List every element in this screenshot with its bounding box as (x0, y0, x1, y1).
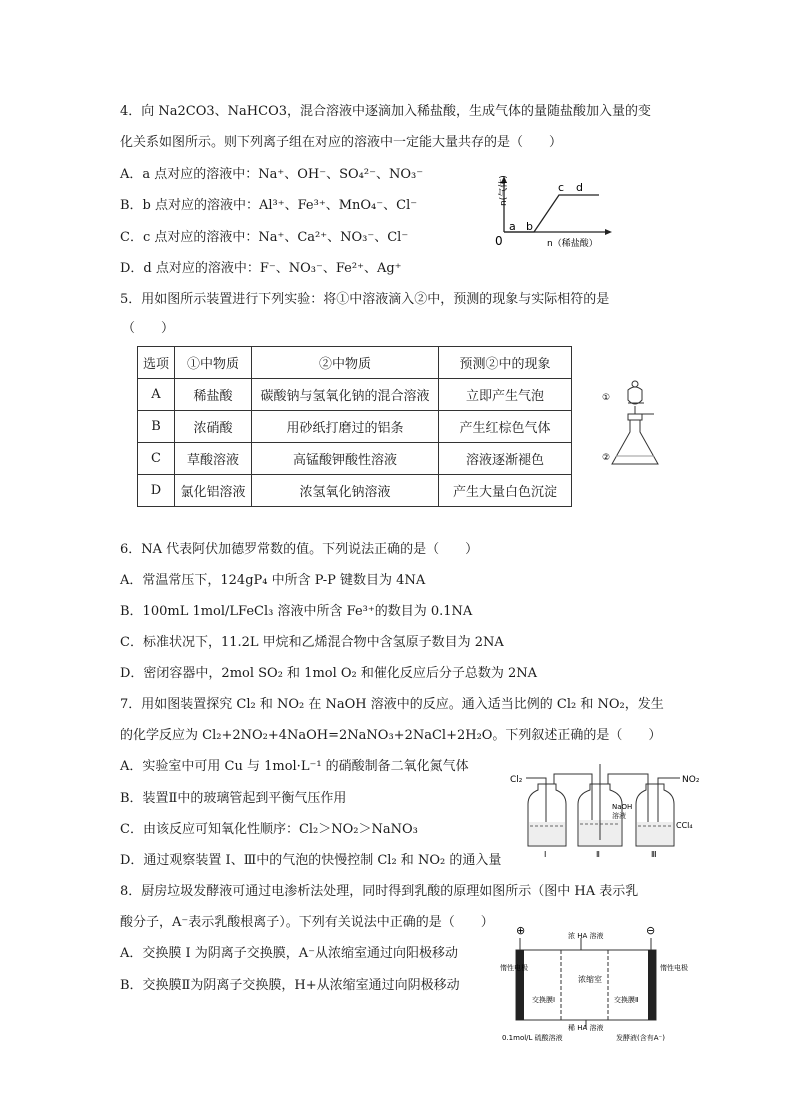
table-cell: 溶液逐渐褪色 (439, 443, 572, 475)
table-cell: 用砂纸打磨过的铝条 (252, 411, 439, 443)
table-cell: C (138, 443, 175, 475)
table-cell: A (138, 379, 175, 411)
table-cell: 草酸溶液 (175, 443, 252, 475)
q7-solution-label: 溶液 (612, 812, 626, 820)
q8-right-electrode: 惰性电极 (660, 964, 688, 972)
q7-option-d: D．通过观察装置 I、Ⅲ中的气泡的快慢控制 Cl₂ 和 NO₂ 的通入量 (120, 853, 502, 868)
table-row (138, 443, 572, 475)
q7-bottle-3: Ⅲ (651, 850, 657, 859)
q8-stem-line1: 8．厨房垃圾发酵液可通过电渗析法处理，同时得到乳酸的原理如图所示（图中 HA 表示乳 (120, 884, 639, 899)
table-cell: 高锰酸钾酸性溶液 (252, 443, 439, 475)
table-cell: B (138, 411, 175, 443)
q4-point-c: c (558, 181, 565, 194)
table-cell: 氯化铝溶液 (175, 475, 252, 507)
q7-option-c: C．由该反应可知氧化性顺序：Cl₂＞NO₂＞NaNO₃ (120, 822, 418, 837)
q6-option-c: C．标准状况下，11.2L 甲烷和乙烯混合物中含氢原子数目为 2NA (120, 635, 504, 650)
q7-apparatus-figure (508, 760, 704, 860)
q8-negative-terminal: ⊖ (646, 924, 656, 937)
q7-option-b: B．装置Ⅱ中的玻璃管起到平衡气压作用 (120, 791, 347, 806)
q8-option-a: A．交换膜 I 为阴离子交换膜，A⁻从浓缩室通过向阳极移动 (120, 946, 459, 961)
q7-ccl4-label: CCl₄ (676, 821, 693, 830)
q8-top-label: 浓 HA 溶液 (568, 932, 604, 940)
table-header-cell: 选项 (138, 347, 175, 379)
q8-membrane2-label: 交换膜Ⅱ (614, 996, 639, 1004)
table-cell: 立即产生气泡 (439, 379, 572, 411)
q4-option-d: D．d 点对应的溶液中：F⁻、NO₃⁻、Fe²⁺、Ag⁺ (120, 261, 402, 276)
q6-stem: 6．NA 代表阿伏加德罗常数的值。下列说法正确的是（ ） (120, 542, 479, 557)
table-row (138, 379, 572, 411)
table-header-cell: ①中物质 (175, 347, 252, 379)
q8-right-solution: 发酵液(含有A⁻) (616, 1034, 665, 1042)
q8-option-b: B．交换膜Ⅱ为阴离子交换膜，H+从浓缩室通过向阴极移动 (120, 978, 460, 993)
q4-point-b: b (526, 220, 533, 233)
q5-experiment-table (137, 346, 572, 507)
q8-bottom-label: 稀 HA 溶液 (568, 1024, 604, 1032)
table-cell: 稀盐酸 (175, 379, 252, 411)
q8-left-solution: 0.1mol/L 硫酸溶液 (502, 1034, 563, 1042)
q5-stem-line1: 5．用如图所示装置进行下列实验：将①中溶液滴入②中，预测的现象与实际相符的是 (120, 292, 610, 307)
q7-no2-label: NO₂ (682, 775, 700, 785)
table-cell: 产生红棕色气体 (439, 411, 572, 443)
q7-bottle-1: Ⅰ (544, 850, 547, 859)
q4-stem-line2: 化关系如图所示。则下列离子组在对应的溶液中一定能大量共存的是（ ） (120, 135, 563, 150)
q4-gas-graph (484, 170, 614, 250)
q4-option-b: B．b 点对应的溶液中：Al³⁺、Fe³⁺、MnO₄⁻、Cl⁻ (120, 198, 418, 213)
q7-bottle-2: Ⅱ (596, 850, 600, 859)
q8-left-electrode: 惰性电极 (500, 964, 528, 972)
q7-cl2-label: Cl₂ (510, 775, 523, 785)
table-header-cell: 预测②中的现象 (439, 347, 572, 379)
q8-positive-terminal: ⊕ (516, 924, 526, 937)
q4-origin-label: 0 (495, 234, 503, 248)
q8-membrane1-label: 交换膜I (532, 996, 556, 1004)
q4-option-a: A．a 点对应的溶液中：Na⁺、OH⁻、SO₄²⁻、NO₃⁻ (120, 167, 424, 182)
q5-apparatus-figure (600, 376, 680, 476)
table-cell: 碳酸钠与氢氧化钠的混合溶液 (252, 379, 439, 411)
q8-stem-line2: 酸分子，A⁻表示乳酸根离子）。下列有关说法中正确的是（ ） (120, 915, 494, 930)
table-row (138, 411, 572, 443)
q7-stem-line1: 7．用如图装置探究 Cl₂ 和 NO₂ 在 NaOH 溶液中的反应。通入适当比例的 Cl₂ 和 NO₂，发生 (120, 697, 664, 712)
q5-stem-line2: （ ） (122, 321, 175, 336)
table-cell: 浓氢氧化钠溶液 (252, 475, 439, 507)
q4-stem-line1: 4．向 Na2CO3、NaHCO3，混合溶液中逐滴加入稀盐酸，生成气体的量随盐酸加入量的变 (120, 104, 652, 119)
q8-electrodialysis-figure (496, 920, 688, 1044)
q4-option-c: C．c 点对应的溶液中：Na⁺、Ca²⁺、NO₃⁻、Cl⁻ (120, 230, 409, 245)
q6-option-d: D．密闭容器中，2mol SO₂ 和 1mol O₂ 和催化反应后分子总数为 2NA (120, 666, 538, 681)
table-cell: 产生大量白色沉淀 (439, 475, 572, 507)
q5-label-2: ② (602, 453, 611, 463)
q6-option-a: A．常温常压下，124gP₄ 中所含 P-P 键数目为 4NA (120, 573, 426, 588)
q7-naoh-label: NaOH (612, 803, 633, 811)
q7-option-a: A．实验室中可用 Cu 与 1mol·L⁻¹ 的硝酸制备二氧化氮气体 (120, 759, 469, 774)
table-header-row (138, 347, 572, 379)
q4-x-axis-label: n（稀盐酸） (547, 239, 598, 249)
table-row (138, 475, 572, 507)
q5-label-1: ① (602, 393, 611, 403)
q4-y-axis-label: n(气体) (499, 175, 509, 206)
q4-point-a: a (509, 220, 516, 233)
q8-center-chamber: 浓缩室 (578, 975, 602, 984)
table-cell: 浓硝酸 (175, 411, 252, 443)
table-header-cell: ②中物质 (252, 347, 439, 379)
q4-point-d: d (576, 181, 583, 194)
q7-stem-line2: 的化学反应为 Cl₂+2NO₂+4NaOH=2NaNO₃+2NaCl+2H₂O。下列叙述正确的是（ ） (120, 728, 662, 743)
q6-option-b: B．100mL 1mol/LFeCl₃ 溶液中所含 Fe³⁺的数目为 0.1NA (120, 604, 473, 619)
table-cell: D (138, 475, 175, 507)
